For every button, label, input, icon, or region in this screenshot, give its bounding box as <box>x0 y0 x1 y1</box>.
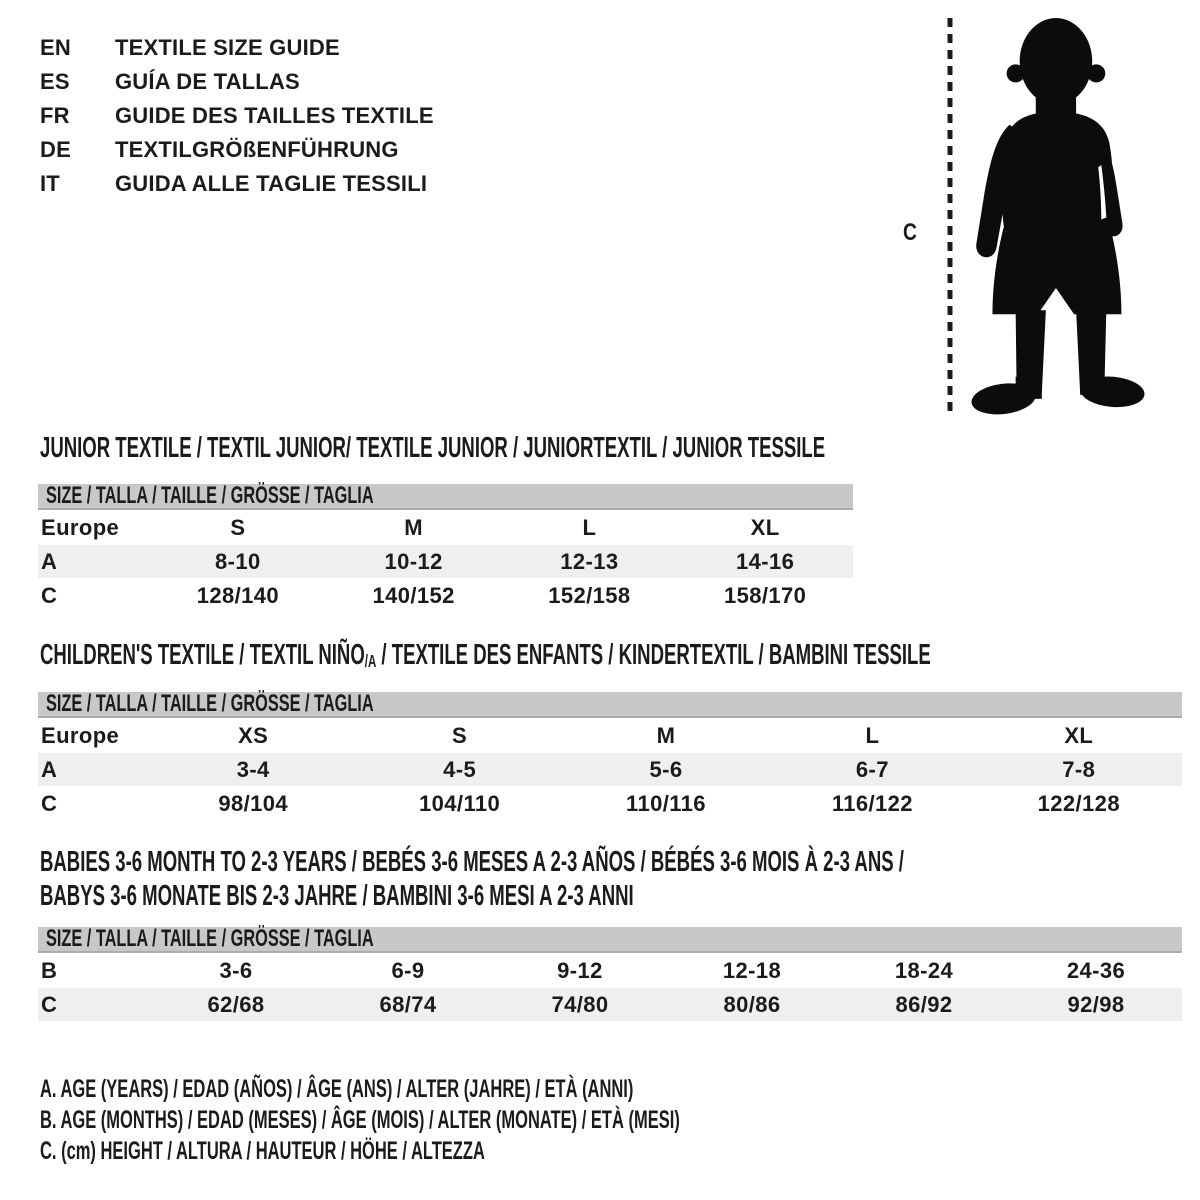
row-label: C <box>41 991 58 1017</box>
row-value: 3-6 <box>219 957 253 983</box>
footnote-c-text: C. (cm) HEIGHT / ALTURA / HAUTEUR / HÖHE / ALTEZZA <box>40 1137 485 1165</box>
row-value: 74/80 <box>551 991 609 1017</box>
footnote-legend <box>40 1074 1009 1167</box>
children-title-subscript: /A <box>364 651 377 671</box>
height-measure-dashed-line <box>945 16 955 419</box>
row-value: L <box>582 514 597 540</box>
row-value: 3-4 <box>236 756 270 782</box>
row-value: S <box>452 722 468 748</box>
table-row <box>38 787 1182 820</box>
footnote-c <box>40 1136 1009 1167</box>
row-value: 14-16 <box>735 548 795 574</box>
row-value: S <box>230 514 246 540</box>
footnote-b-text: B. AGE (MONTHS) / EDAD (MESES) / ÂGE (MOIS) / ALTER (MONATE) / ETÀ (MESI) <box>40 1106 680 1134</box>
footnote-b <box>40 1105 1009 1136</box>
table-row <box>38 753 1182 786</box>
junior-section-title: JUNIOR TEXTILE / TEXTIL JUNIOR/ TEXTILE JUNIOR / JUNIORTEXTIL / JUNIOR TESSILE <box>40 432 826 464</box>
language-label: TEXTILGRÖßENFÜHRUNG <box>115 137 399 162</box>
size-header-bar <box>38 692 1182 718</box>
language-row <box>40 31 434 65</box>
row-value: 98/104 <box>218 790 289 816</box>
language-label: GUÍA DE TALLAS <box>115 69 300 94</box>
row-value: 116/122 <box>831 790 913 816</box>
row-value: 110/116 <box>626 790 706 816</box>
table-row <box>38 988 1182 1021</box>
row-value: 152/158 <box>548 582 631 608</box>
row-value: 10-12 <box>384 548 443 574</box>
table-row <box>38 719 1182 752</box>
footnote-a-text: A. AGE (YEARS) / EDAD (AÑOS) / ÂGE (ANS) / ALTER (JAHRE) / ETÀ (ANNI) <box>40 1075 634 1103</box>
table-row <box>38 545 853 578</box>
row-value: 24-36 <box>1066 957 1126 983</box>
row-value: L <box>865 722 880 748</box>
row-value: 7-8 <box>1062 756 1096 782</box>
children-size-table <box>38 692 1182 820</box>
row-label: Europe <box>41 514 120 540</box>
row-value: XL <box>750 514 780 540</box>
size-header-text: SIZE / TALLA / TAILLE / GRÖSSE / TAGLIA <box>46 482 374 509</box>
row-value: 92/98 <box>1067 991 1125 1017</box>
row-value: 12-13 <box>560 548 619 574</box>
row-value: 8-10 <box>215 548 261 574</box>
language-row <box>40 99 434 133</box>
language-row <box>40 133 434 167</box>
row-value: 104/110 <box>419 790 501 816</box>
row-value: M <box>404 514 423 540</box>
language-code: FR <box>40 103 70 128</box>
babies-section-title-line1: BABIES 3-6 MONTH TO 2-3 YEARS / BEBÉS 3-6 MESES A 2-3 AÑOS / BÉBÉS 3-6 MOIS À 2-3 ANS / <box>40 846 904 878</box>
row-value: 62/68 <box>207 991 265 1017</box>
row-value: 128/140 <box>196 582 280 608</box>
language-list <box>40 31 434 201</box>
language-label: GUIDE DES TAILLES TEXTILE <box>115 103 434 128</box>
row-label: C <box>41 790 58 816</box>
row-value: 140/152 <box>372 582 455 608</box>
row-value: 12-18 <box>722 957 782 983</box>
height-measure-label: C <box>903 219 917 246</box>
row-label: Europe <box>41 722 120 748</box>
table-row <box>38 579 853 612</box>
size-header-text: SIZE / TALLA / TAILLE / GRÖSSE / TAGLIA <box>46 690 374 717</box>
children-section-title <box>40 641 931 672</box>
row-value: 80/86 <box>723 991 781 1017</box>
language-code: EN <box>40 35 71 60</box>
language-label: GUIDA ALLE TAGLIE TESSILI <box>115 171 428 196</box>
table-row <box>38 511 853 544</box>
children-title-suffix: / TEXTILE DES ENFANTS / KINDERTEXTIL / BAMBINI TESSILE <box>376 639 931 671</box>
row-label: C <box>41 582 58 608</box>
row-value: 4-5 <box>443 756 477 782</box>
row-value: XL <box>1064 722 1094 748</box>
row-label: A <box>41 548 58 574</box>
row-value: 6-7 <box>855 756 889 782</box>
footnote-a <box>40 1074 1009 1105</box>
row-label: A <box>41 756 58 782</box>
row-value: XS <box>238 722 269 748</box>
table-row <box>38 954 1182 987</box>
row-value: 86/92 <box>895 991 953 1017</box>
language-row <box>40 65 434 99</box>
row-label: B <box>41 957 58 983</box>
row-value: 9-12 <box>557 957 603 983</box>
language-label: TEXTILE SIZE GUIDE <box>115 35 340 60</box>
size-header-bar <box>38 927 1182 953</box>
row-value: 158/170 <box>723 582 807 608</box>
language-code: IT <box>40 171 60 196</box>
junior-size-table <box>38 484 853 612</box>
size-header-bar <box>38 484 853 510</box>
row-value: 122/128 <box>1037 790 1120 816</box>
row-value: M <box>656 722 676 748</box>
toddler-silhouette-icon <box>963 16 1165 419</box>
babies-section-title-line2: BABYS 3-6 MONATE BIS 2-3 JAHRE / BAMBINI 3-6 MESI A 2-3 ANNI <box>40 880 634 912</box>
row-value: 68/74 <box>379 991 437 1017</box>
babies-size-table <box>38 927 1182 1021</box>
language-code: DE <box>40 137 71 162</box>
language-code: ES <box>40 69 70 94</box>
size-header-text: SIZE / TALLA / TAILLE / GRÖSSE / TAGLIA <box>46 925 374 952</box>
row-value: 5-6 <box>649 756 683 782</box>
language-row <box>40 167 434 201</box>
row-value: 18-24 <box>894 957 954 983</box>
children-title-prefix: CHILDREN'S TEXTILE / TEXTIL NIÑO <box>40 639 365 671</box>
row-value: 6-9 <box>391 957 425 983</box>
